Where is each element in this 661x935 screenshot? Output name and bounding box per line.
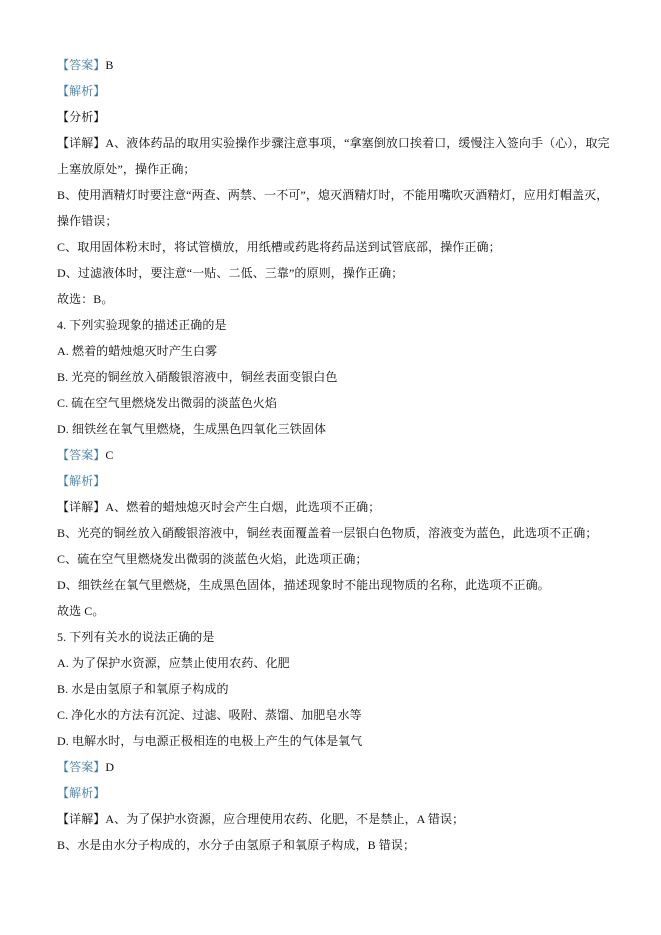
analysis-marker: [57, 780, 621, 806]
text-segment: D: [105, 760, 115, 774]
text-segment: B、光亮的铜丝放入硝酸银溶液中，铜丝表面覆盖着一层银白色物质，溶液变为蓝色，此选项不正确；: [57, 526, 598, 540]
detail-line: [57, 572, 621, 598]
detail-line: [57, 260, 621, 286]
text-segment: 【详解】A、液体药品的取用实验操作步骤注意事项，“拿塞倒放口挨着口，缓慢注入签向手（心），取完: [57, 136, 610, 150]
option-line: [57, 650, 621, 676]
text-segment: D. 电解水时，与电源正极相连的电极上产生的气体是氧气: [57, 734, 363, 748]
text-segment: 操作错误；: [57, 214, 118, 228]
text-segment: 故选：B。: [57, 292, 114, 306]
text-segment: B. 水是由氢原子和氧原子构成的: [57, 682, 229, 696]
conclusion-line: [57, 598, 621, 624]
text-segment: C. 净化水的方法有沉淀、过滤、吸附、蒸馏、加肥皂水等: [57, 708, 362, 722]
option-line: [57, 702, 621, 728]
bracket-marker: 【答案】: [57, 448, 106, 462]
bracket-marker: 【答案】: [57, 760, 106, 774]
detail-line: [57, 156, 621, 182]
text-segment: 故选 C。: [57, 604, 105, 618]
conclusion-line: [57, 286, 621, 312]
question-line: [57, 624, 621, 650]
text-segment: 上塞放原处”，操作正确；: [57, 162, 196, 176]
option-line: [57, 416, 621, 442]
text-segment: 【分析】: [57, 110, 106, 124]
analysis-marker: [57, 468, 621, 494]
text-segment: 4. 下列实验现象的描述正确的是: [57, 318, 227, 332]
text-segment: 5. 下列有关水的说法正确的是: [57, 630, 215, 644]
text-segment: A. 为了保护水资源，应禁止使用农药、化肥: [57, 656, 290, 670]
text-segment: 【详解】A、燃着的蜡烛熄灭时会产生白烟，此选项不正确；: [57, 500, 381, 514]
answer-line: [57, 442, 621, 468]
answer-line: [57, 52, 621, 78]
detail-line: [57, 546, 621, 572]
answer-line: [57, 754, 621, 780]
text-segment: B. 光亮的铜丝放入硝酸银溶液中，铜丝表面变银白色: [57, 370, 338, 384]
bracket-marker: 【解析】: [57, 474, 106, 488]
text-segment: B、使用酒精灯时要注意“两查、两禁、一不可”，熄灭酒精灯时，不能用嘴吹灭酒精灯，应用灯帽盖灭，: [57, 188, 609, 202]
document-body: [57, 52, 621, 858]
option-line: [57, 728, 621, 754]
detail-line: [57, 832, 621, 858]
text-segment: A. 燃着的蜡烛熄灭时产生白雾: [57, 344, 218, 358]
bracket-marker: 【解析】: [57, 786, 106, 800]
detail-line: [57, 520, 621, 546]
detail-line: [57, 208, 621, 234]
text-segment: 【详解】A、为了保护水资源，应合理使用农药、化肥，不是禁止，A 错误；: [57, 812, 465, 826]
detail-line: [57, 234, 621, 260]
text-segment: B: [105, 58, 114, 72]
text-segment: C、取用固体粉末时，将试管横放，用纸槽或药匙将药品送到试管底部，操作正确；: [57, 240, 501, 254]
analysis-marker: [57, 78, 621, 104]
analysis-line: [57, 104, 621, 130]
bracket-marker: 【解析】: [57, 84, 106, 98]
question-line: [57, 312, 621, 338]
text-segment: D、过滤液体时，要注意“一贴、二低、三靠”的原则，操作正确；: [57, 266, 404, 280]
text-segment: D、细铁丝在氧气里燃烧，生成黑色固体，描述现象时不能出现物质的名称，此选项不正确。: [57, 578, 550, 592]
text-segment: D. 细铁丝在氧气里燃烧，生成黑色四氧化三铁固体: [57, 422, 327, 436]
bracket-marker: 【答案】: [57, 58, 106, 72]
text-segment: B、水是由水分子构成的，水分子由氢原子和氧原子构成，B 错误；: [57, 838, 416, 852]
text-segment: C. 硫在空气里燃烧发出微弱的淡蓝色火焰: [57, 396, 278, 410]
detail-line: [57, 182, 621, 208]
option-line: [57, 364, 621, 390]
detail-line: [57, 494, 621, 520]
option-line: [57, 390, 621, 416]
option-line: [57, 676, 621, 702]
text-segment: C、硫在空气里燃烧发出微弱的淡蓝色火焰，此选项正确；: [57, 552, 368, 566]
text-segment: C: [105, 448, 114, 462]
option-line: [57, 338, 621, 364]
detail-line: [57, 130, 621, 156]
detail-line: [57, 806, 621, 832]
